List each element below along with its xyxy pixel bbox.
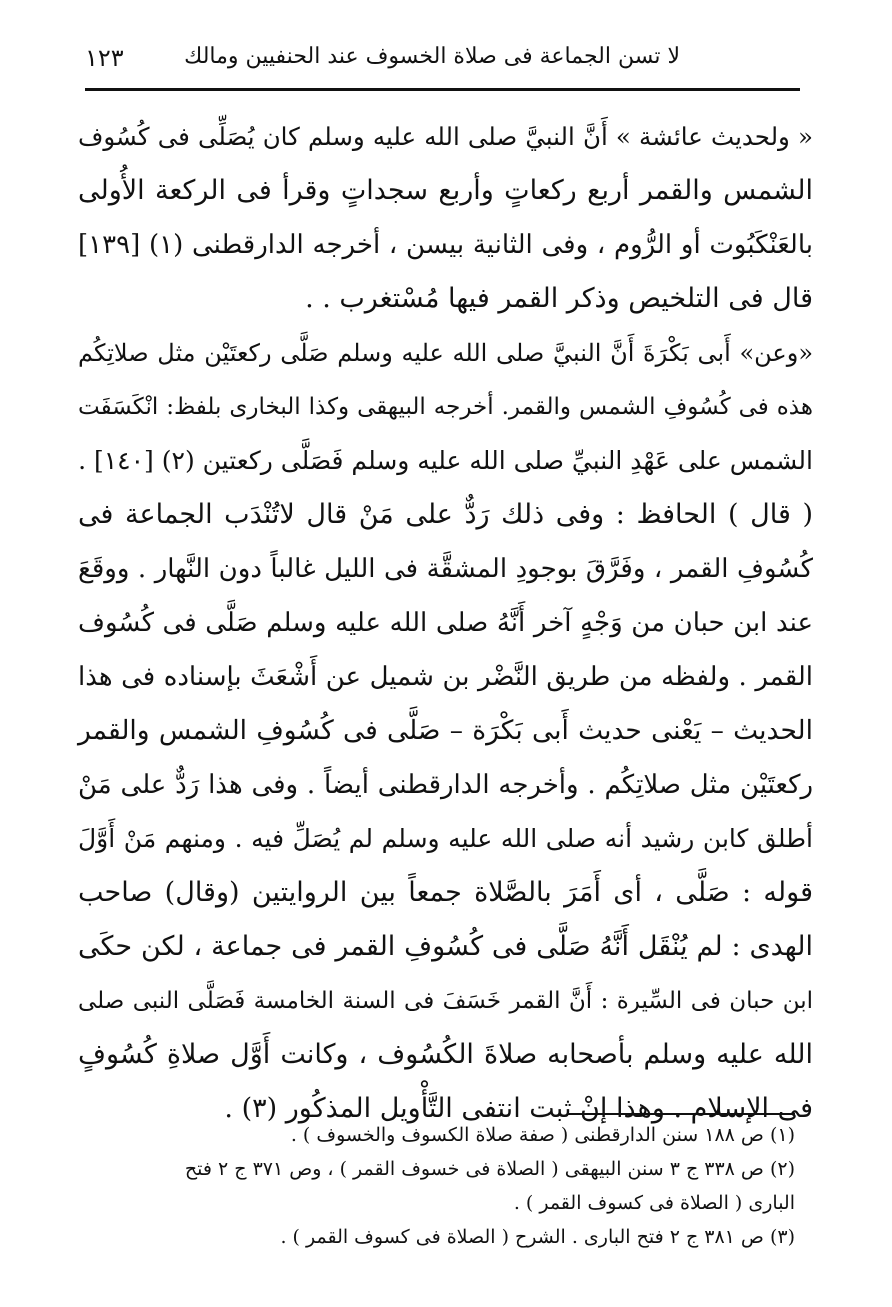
footnote-3: (٣) ص ٣٨١ ج ٢ فتح البارى . الشرح ( الصلاة فى كسوف القمر ) . [280,1226,795,1248]
footnote-1: (١) ص ١٨٨ سنن الدارقطنى ( صفة صلاة الكسوف والخسوف ) . [290,1124,795,1146]
text-line: عند ابن حبان من وَجْهٍ آخر أَنَّهُ صلى الله عليه وسلم صَلَّى فى كُسُوف [78,608,813,638]
text-line: ركعتَيْن مثل صلاتِكُم . وأخرجه الدارقطنى أيضاً . وفى هذا رَدٌّ على مَنْ [78,770,813,800]
text-line: « ولحديث عائشة » أَنَّ النبيَّ صلى الله عليه وسلم كان يُصَلِّى فى كُسُوف [78,122,813,151]
text-line: الشمس على عَهْدِ النبيِّ صلى الله عليه وسلم فَصَلَّى ركعتين (٢) [١٤٠] . [78,446,813,475]
main-text [78,110,813,1136]
footnote-divider [568,1113,795,1115]
page-number: ١٢٣ [85,44,124,72]
text-line: هذه فى كُسُوفِ الشمس والقمر. أخرجه البيهقى وكذا البخارى بلفظ: انْكَسَفَت [78,394,813,420]
text-line: «وعن» أَبى بَكْرَةَ أَنَّ النبيَّ صلى الله عليه وسلم صَلَّى ركعتَيْن مثل صلاتِكُم [78,339,813,367]
page-header [85,40,800,80]
text-line: القمر . ولفظه من طريق النَّضْر بن شميل عن أَشْعَثَ بإسناده فى هذا [78,662,813,692]
text-line: كُسُوفِ القمر ، وفَرَّقَ بوجودِ المشقَّة فى الليل غالباً دون النَّهار . ووقَعَ [78,554,813,584]
text-line: فى الإسلام . وهذا إنْ ثبت انتفى التَّأْويل المذكُور (٣) . [224,1093,813,1124]
text-line: قال فى التلخيص وذكر القمر فيها مُسْتغرب . . [305,283,813,314]
text-line: بالعَنْكَبُوت أو الرُّوم ، وفى الثانية بيسن ، أخرجه الدارقطنى (١) [١٣٩] [78,230,813,260]
text-line: أطلق كابن رشيد أنه صلى الله عليه وسلم لم يُصَلِّ فيه . ومنهم مَنْ أَوَّلَ [78,824,813,853]
text-line: ( قال ) الحافظ : وفى ذلك رَدٌّ على مَنْ قال لاتُنْدَب الجماعة فى [78,499,813,530]
text-line: الهدى : لم يُنْقَل أَنَّهُ صَلَّى فى كُسُوفِ القمر فى جماعة ، لكن حكَى [78,931,813,962]
running-title: لا تسن الجماعة فى صلاة الخسوف عند الحنفيين ومالك [184,44,680,69]
text-line: الحديث – يَعْنى حديث أَبى بَكْرَة – صَلَّى فى كُسُوفِ الشمس والقمر [78,715,813,746]
text-line: ابن حبان فى السِّيرة : أَنَّ القمر خَسَفَ فى السنة الخامسة فَصَلَّى النبى صلى [78,988,813,1014]
text-line: قوله : صَلَّى ، أى أَمَرَ بالصَّلاة جمعاً بين الروايتين (وقال) صاحب [78,877,813,908]
footnote-2: (٢) ص ٣٣٨ ج ٣ سنن البيهقى ( الصلاة فى خسوف القمر ) ، وص ٣٧١ ج ٢ فتح [184,1158,795,1180]
text-line: الشمس والقمر أربع ركعاتٍ وأربع سجداتٍ وقرأ فى الركعة الأُولى [78,175,813,206]
header-divider [85,88,800,91]
text-line: الله عليه وسلم بأصحابه صلاةَ الكُسُوف ، وكانت أَوَّل صلاةِ كُسُوفٍ [78,1039,813,1070]
footnotes [170,1118,795,1254]
footnote-2-continued: البارى ( الصلاة فى كسوف القمر ) . [513,1192,795,1214]
